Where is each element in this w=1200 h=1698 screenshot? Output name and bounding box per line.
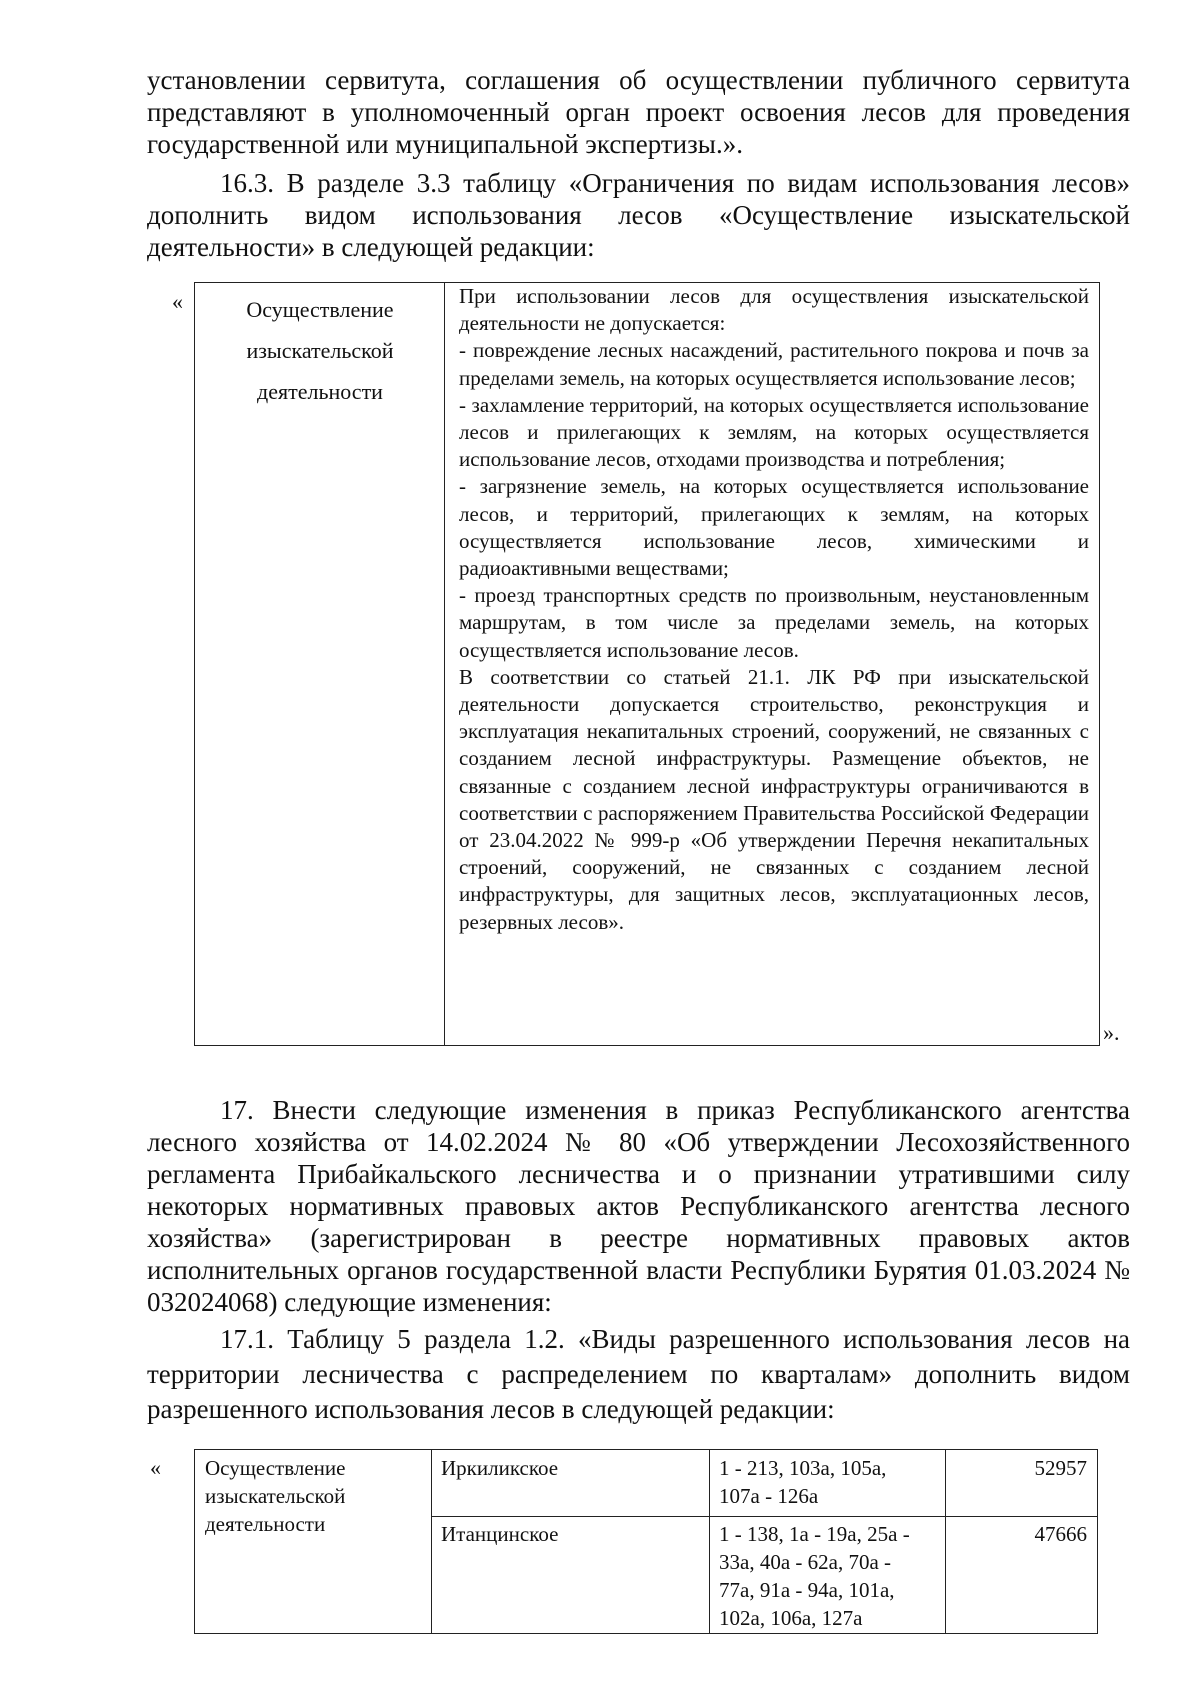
paragraph-16-3: 16.3. В разделе 3.3 таблицу «Ограничения по видам использования лесов» дополнить видом использования лесов «Осуществление изыскательской деятельности» в следующей редакции:	[147, 168, 1130, 262]
table-row-area: 52957	[1034, 1456, 1087, 1480]
restriction-item: - повреждение лесных насаждений, растительного покрова и почв за пределами земель, на которых осуществляется использование лесов;	[459, 338, 1089, 390]
restrictions-cell	[459, 283, 1089, 936]
paragraph-17-1: 17.1. Таблицу 5 раздела 1.2. «Виды разрешенного использования лесов на территории лесничества с распределением по кварталам» дополнить видом разрешенного использования лесов в следующей редакции:	[147, 1324, 1130, 1424]
table-row-district: Иркиликское	[441, 1456, 559, 1480]
restriction-item: - проезд транспортных средств по произвольным, неустановленным маршрутам, в том числе за пределами земель, на которых осуществляется использование лесов.	[459, 583, 1089, 662]
allowed-use-table	[194, 1449, 1098, 1634]
restriction-intro: При использовании лесов для осуществления изыскательской деятельности не допускается:	[459, 284, 1089, 336]
restriction-item: - загрязнение земель, на которых осуществляется использование лесов, и территорий, прилегающих к землям, на которых осуществляется использование лесов, химическими и радиоактивными веществами;	[459, 474, 1089, 581]
table-row-quarters: 1 - 138, 1а - 19а, 25а - 33а, 40а - 62а, 70а - 77а, 91а - 94а, 101а, 102а, 106а, 127а	[719, 1522, 910, 1630]
activity-cell	[195, 283, 445, 1045]
restriction-note: В соответствии со статьей 21.1. ЛК РФ при изыскательской деятельности допускается строительство, реконструкция и эксплуатация некапитальных строений, сооружений, не связанных с созданием лесной инфраструктуры. Размещение объектов, не связанные с созданием лесной инфраструктуры ограничиваются в соответствии с распоряжением Правительства Российской Федерации от 23.04.2022 № 999-р «Об утверждении Перечня некапитальных строений, сооружений, не связанных с созданием лесной инфраструктуры, для защитных лесов, эксплуатационных лесов, резервных лесов».	[459, 664, 1089, 934]
paragraph-continuation: установлении сервитута, соглашения об осуществлении публичного сервитута представляют в уполномоченный орган проект освоения лесов для проведения государственной или муниципальной экспертизы.».	[147, 65, 1130, 159]
table-row-quarters: 1 - 213, 103а, 105а, 107а - 126а	[719, 1456, 887, 1508]
activity-cell: Осуществление изыскательской деятельности	[205, 1456, 346, 1536]
paragraph-17: 17. Внести следующие изменения в приказ Республиканского агентства лесного хозяйства от 14.02.2024 № 80 «Об утверждении Лесохозяйственного регламента Прибайкальского лесничества и о признании утратившими силу некоторых нормативных правовых актов Республиканского агентства лесного хозяйства» (зарегистрирован в реестре нормативных правовых актов исполнительных органов государственной власти Республики Бурятия 01.03.2024 № 032024068) следующие изменения:	[147, 1095, 1130, 1317]
table-row-district: Итанцинское	[441, 1522, 559, 1546]
activity-name: Осуществление изыскательской деятельности	[246, 297, 394, 404]
table1-close-quote: ».	[1103, 1020, 1120, 1045]
restrictions-table	[194, 282, 1100, 1046]
restriction-item: - захламление территорий, на которых осуществляется использование лесов и прилегающих к землям, на которых осуществляется использование лесов, отходами производства и потребления;	[459, 392, 1089, 472]
table1-open-quote: «	[172, 289, 183, 314]
table-row-area: 47666	[1034, 1522, 1087, 1546]
table2-open-quote: «	[150, 1455, 161, 1480]
